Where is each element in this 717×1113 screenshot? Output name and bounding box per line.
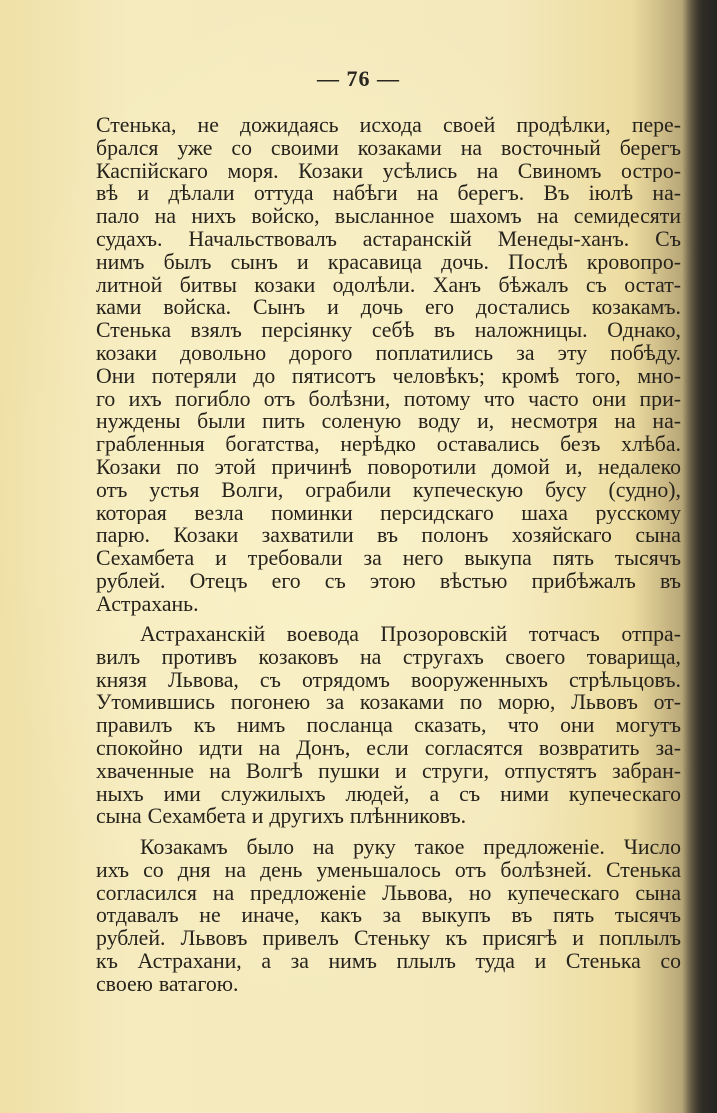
text-line: хваченные на Волгѣ пушки и струги, отпустятъ забран-: [96, 759, 681, 783]
text-line: князя Львова, съ отрядомъ вооруженныхъ стрѣльцовъ.: [96, 668, 681, 692]
text-line: вилъ противъ козаковъ на стругахъ своего товарища,: [96, 645, 681, 669]
text-line: правилъ къ нимъ посланца сказать, что они могутъ: [96, 714, 681, 737]
text-line: къ Астрахани, а за нимъ плылъ туда и Стенька со: [96, 949, 681, 973]
text-line: Сехамбета и требовали за него выкупа пять тысячъ: [96, 547, 681, 570]
text-line: рублей. Отецъ его съ этою вѣстью прибѣжалъ въ: [96, 569, 681, 593]
text-line: Они потеряли до пятисотъ человѣкъ; кромѣ того, мно-: [96, 364, 681, 388]
text-line: Козаки по этой причинѣ поворотили домой и, недалеко: [96, 455, 681, 479]
text-line: сына Сехамбета и другихъ плѣнниковъ.: [96, 805, 467, 829]
text-line: парю. Козаки захватили въ полонъ хозяйскаго сына: [96, 524, 681, 548]
text-line: ками войска. Сынъ и дочь его достались козакамъ.: [96, 296, 681, 320]
text-line: Стенька, не дожидаясь исхода своей продѣлки, пере-: [96, 114, 681, 137]
text-line: нимъ былъ сынъ и красавица дочь. Послѣ кровопро-: [96, 250, 681, 274]
text-line: Астраханскій воевода Прозоровскій тотчасъ отпра-: [140, 623, 681, 646]
text-line: судахъ. Начальствовалъ астаранскій Менеды-ханъ. Съ: [96, 227, 681, 251]
text-line: рублей. Львовъ привелъ Стеньку къ присягѣ и поплылъ: [96, 927, 681, 950]
paragraph-3: [96, 836, 681, 996]
text-line: вѣ и дѣлали оттуда набѣги на берегъ. Въ іюлѣ на-: [96, 182, 681, 206]
text-line: своею ватагою.: [96, 972, 239, 996]
text-line: грабленныя богатства, нерѣдко оставались безъ хлѣба.: [96, 433, 681, 456]
text-line: Каспійскаго моря. Козаки усѣлись на Свиномъ остро-: [96, 159, 681, 183]
page-edge-shadow: [683, 0, 717, 1113]
text-line: Козакамъ было на руку такое предложеніе. Число: [140, 836, 681, 859]
text-line: ихъ со дня на день уменьшалось отъ болѣзней. Стенька: [96, 858, 681, 882]
text-line: согласился на предложеніе Львова, но купеческаго сына: [96, 881, 681, 905]
paragraph-1: [96, 114, 681, 616]
text-line: го ихъ погибло отъ болѣзни, потому что часто они при-: [96, 387, 681, 411]
text-line: спокойно идти на Донъ, если согласятся возвратить за-: [96, 736, 681, 760]
text-line: отдавалъ не иначе, какъ за выкупъ въ пять тысячъ: [96, 904, 681, 928]
text-line: Астрахань.: [96, 592, 199, 616]
page-number: — 76 —: [317, 66, 400, 91]
text-line: Утомившись погонею за козаками по морю, Львовъ от-: [96, 691, 681, 715]
text-line: козаки довольно дорого поплатились за эту побѣду.: [96, 341, 681, 365]
paragraph-2: [96, 623, 681, 828]
text-line: отъ устья Волги, ограбили купеческую бусу (судно),: [96, 478, 681, 502]
text-line: ныхъ ими служилыхъ людей, а съ ними купеческаго: [96, 782, 681, 806]
text-line: которая везла поминки персидскаго шаха русскому: [96, 501, 681, 525]
text-line: Стенька взялъ персіянку себѣ въ наложницы. Однако,: [96, 319, 681, 342]
text-line: брался уже со своими козаками на восточный берегъ: [96, 136, 681, 160]
text-line: литной битвы козаки одолѣли. Ханъ бѣжалъ съ остат-: [96, 273, 681, 297]
text-line: пало на нихъ войско, высланное шахомъ на семидесяти: [96, 205, 681, 228]
text-line: нуждены были пить соленую воду и, несмотря на на-: [96, 410, 681, 434]
